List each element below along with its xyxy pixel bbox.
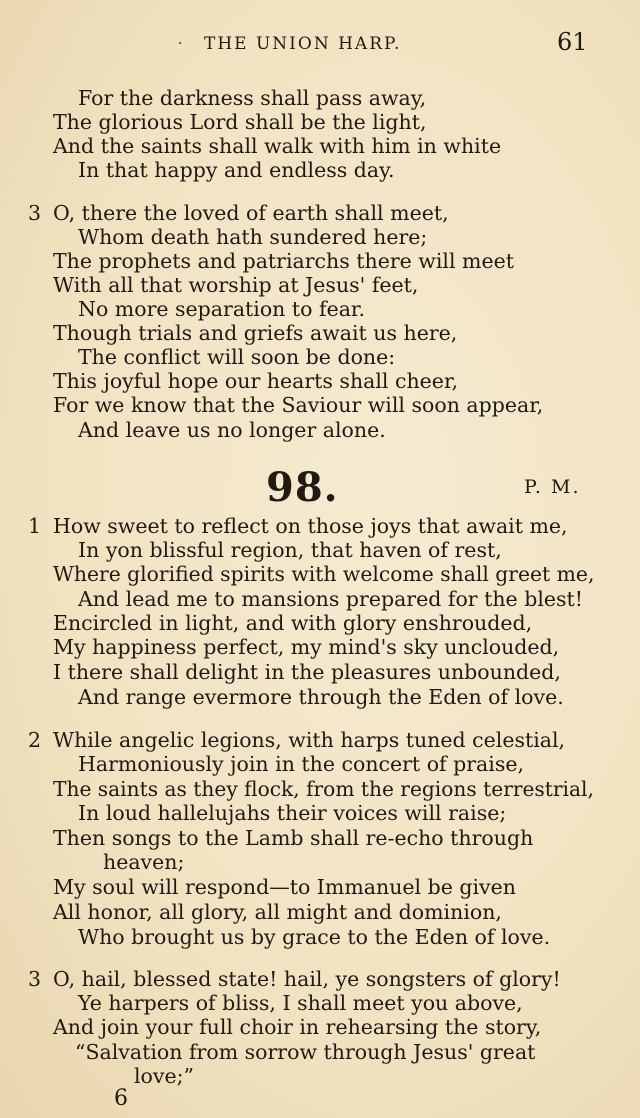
verse-line: In yon blissful region, that haven of rest, (78, 538, 502, 562)
stanza-number: 3 (28, 967, 42, 991)
verse-line: I there shall delight in the pleasures unbounded, (53, 660, 561, 684)
verse-line: For we know that the Saviour will soon appear, (53, 393, 544, 417)
running-header (0, 30, 640, 60)
verse-line: Where glorified spirits with welcome shall greet me, (53, 562, 595, 586)
stanza-number: 2 (28, 728, 42, 752)
verse-line: Ye harpers of bliss, I shall meet you above, (78, 991, 523, 1015)
page-number: 61 (557, 28, 588, 56)
verse-line: How sweet to reflect on those joys that await me, (53, 514, 568, 538)
verse-line: No more separation to fear. (78, 297, 365, 321)
verse-line: O, hail, blessed state! hail, ye songsters of glory! (53, 967, 561, 991)
verse-line: In loud hallelujahs their voices will raise; (78, 801, 507, 825)
verse-line: “Salvation from sorrow through Jesus' great (75, 1040, 536, 1064)
verse-line: Harmoniously join in the concert of praise, (78, 752, 525, 776)
header-dot: · (178, 36, 183, 52)
verse-line: This joyful hope our hearts shall cheer, (53, 369, 459, 393)
verse-line: heaven; (103, 850, 185, 874)
verse-line: The conflict will soon be done: (78, 345, 396, 369)
hymn-meter: P. M. (524, 476, 581, 498)
verse-line: While angelic legions, with harps tuned celestial, (53, 728, 566, 752)
verse-line: The prophets and patriarchs there will meet (53, 249, 514, 273)
verse-line: The glorious Lord shall be the light, (53, 110, 427, 134)
verse-line: Whom death hath sundered here; (78, 225, 428, 249)
verse-line: And lead me to mansions prepared for the blest! (78, 587, 584, 611)
verse-line: And range evermore through the Eden of love. (78, 685, 564, 709)
verse-line: And join your full choir in rehearsing the story, (53, 1015, 542, 1039)
book-title: THE UNION HARP. (204, 34, 402, 54)
verse-line: My soul will respond—to Immanuel be given (53, 875, 516, 899)
verse-line: With all that worship at Jesus' feet, (53, 273, 419, 297)
verse-line: In that happy and endless day. (78, 158, 395, 182)
verse-line: And leave us no longer alone. (78, 418, 386, 442)
stanza-number: 1 (28, 514, 42, 538)
verse-line: Who brought us by grace to the Eden of love. (78, 925, 551, 949)
verse-line: Though trials and griefs await us here, (53, 321, 458, 345)
verse-line: My happiness perfect, my mind's sky unclouded, (53, 635, 560, 659)
verse-line: Then songs to the Lamb shall re-echo through (53, 826, 534, 850)
verse-line: For the darkness shall pass away, (78, 86, 427, 110)
signature-mark: 6 (114, 1086, 128, 1111)
verse-line: The saints as they flock, from the regions terrestrial, (53, 777, 594, 801)
verse-line: O, there the loved of earth shall meet, (53, 201, 449, 225)
stanza-number: 3 (28, 201, 42, 225)
verse-line: love;” (134, 1064, 194, 1088)
hymn-number: 98. (266, 464, 339, 511)
verse-line: And the saints shall walk with him in white (53, 134, 502, 158)
verse-line: Encircled in light, and with glory enshrouded, (53, 611, 533, 635)
verse-line: All honor, all glory, all might and dominion, (53, 900, 502, 924)
